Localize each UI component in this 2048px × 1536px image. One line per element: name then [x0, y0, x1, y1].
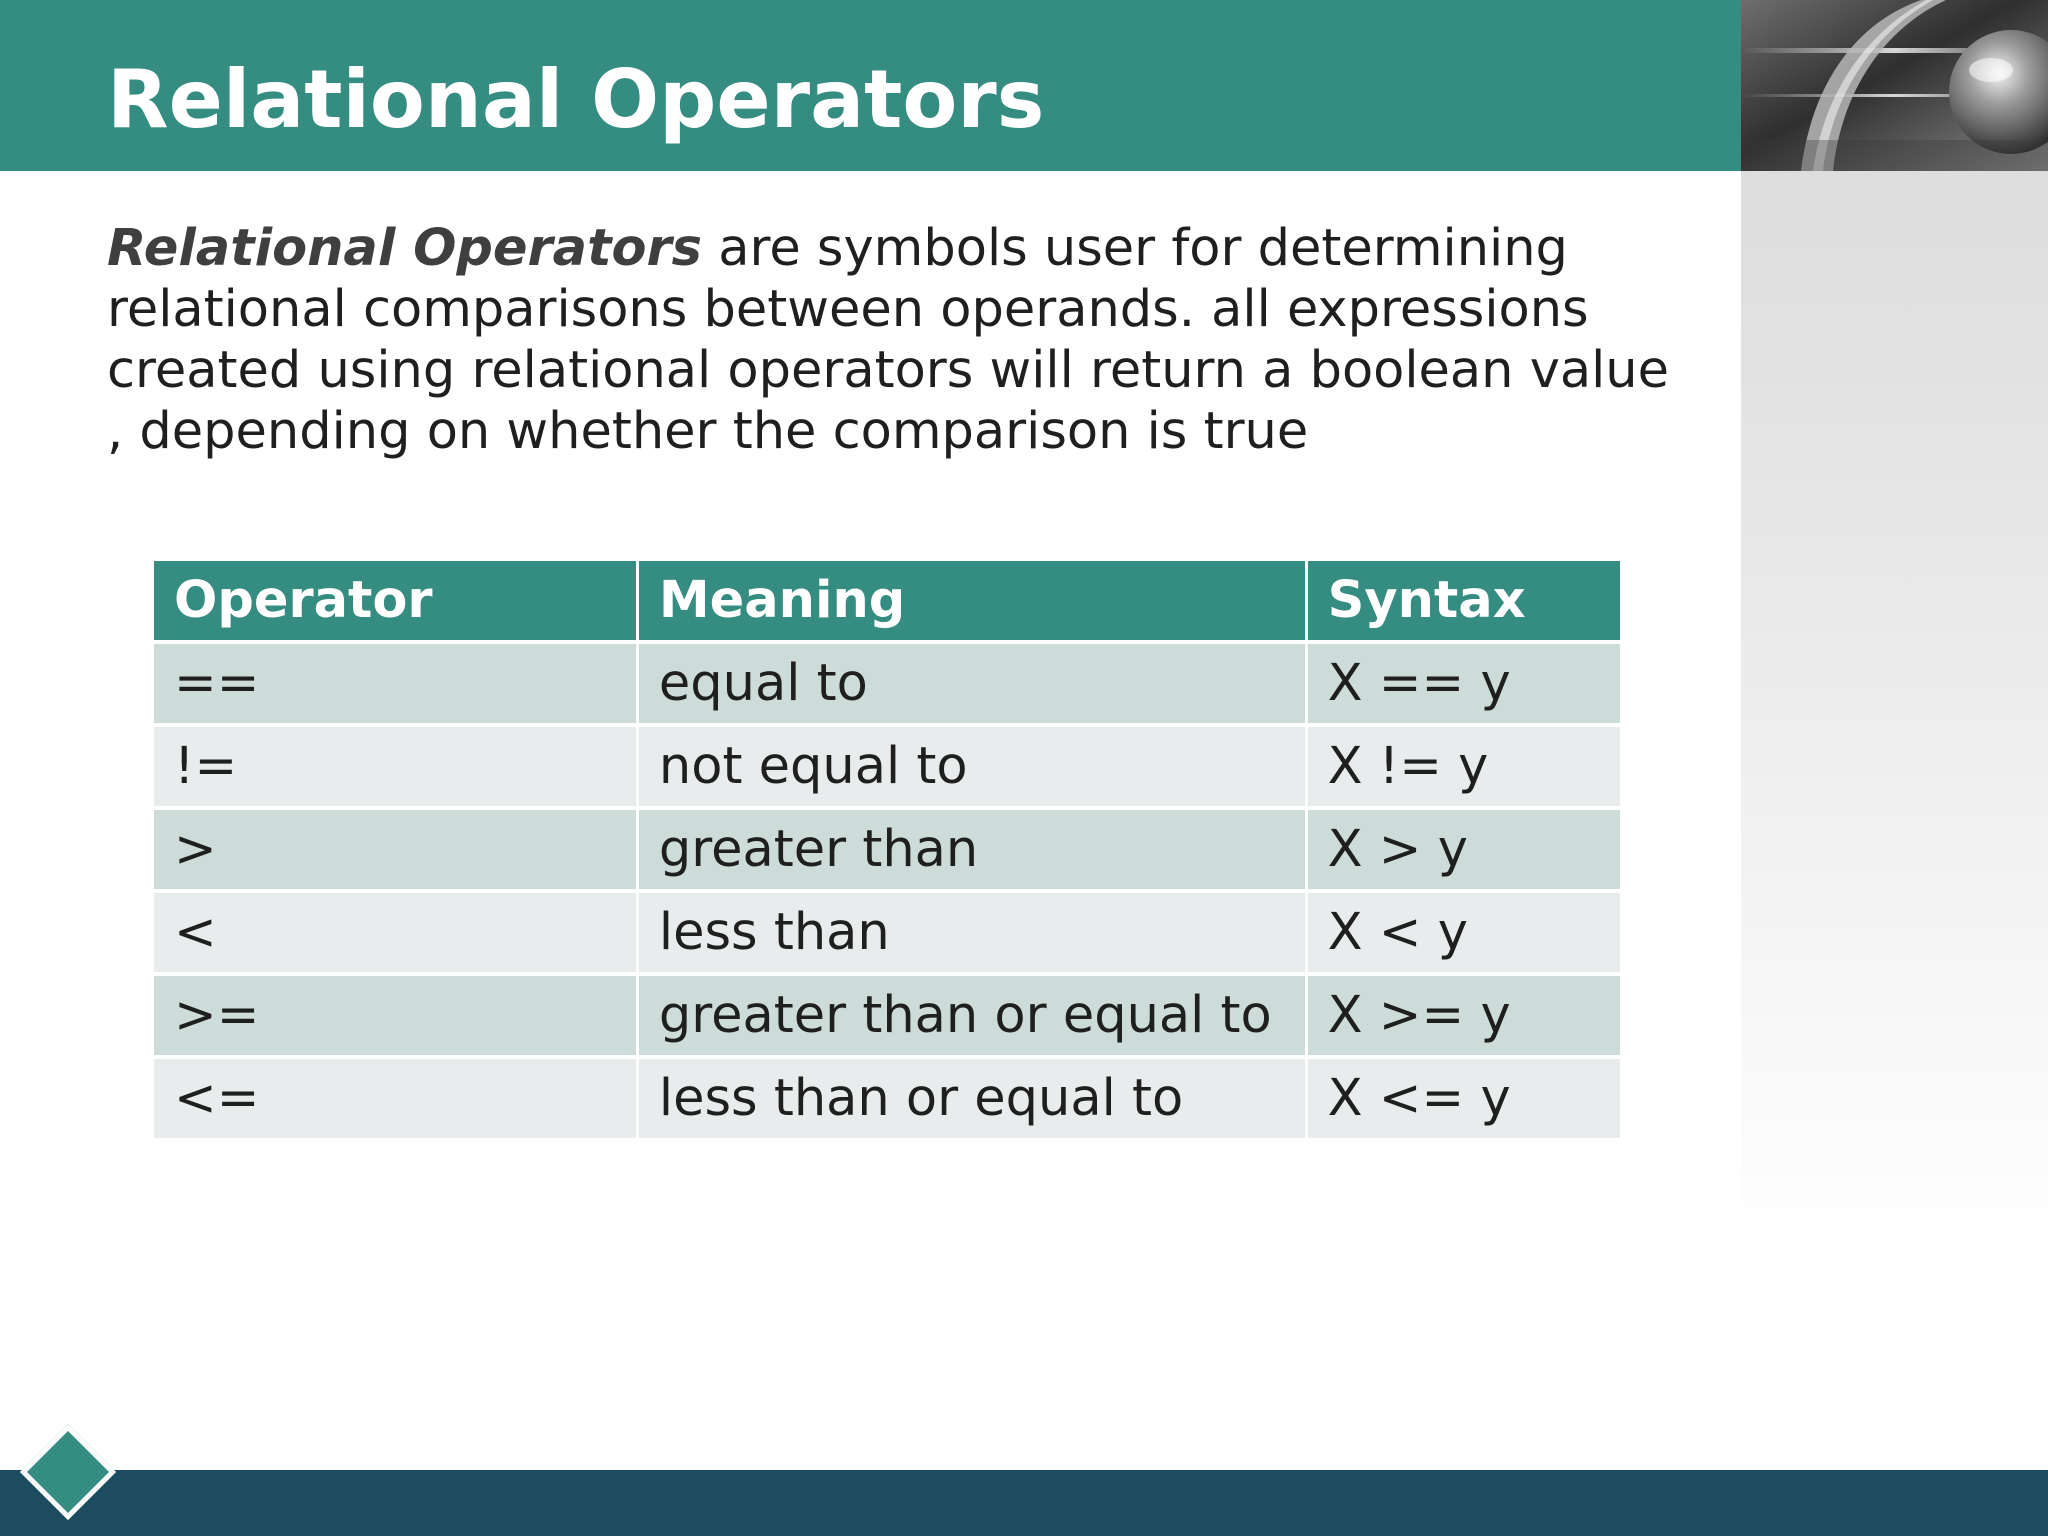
- cell-meaning: not equal to: [639, 727, 1308, 810]
- cell-operator: !=: [154, 727, 639, 810]
- cell-syntax: X > y: [1308, 810, 1620, 893]
- footer-band: [0, 1470, 2048, 1536]
- cell-meaning: less than or equal to: [639, 1059, 1308, 1138]
- metallic-sphere-image: [1741, 0, 2048, 171]
- header-syntax: Syntax: [1308, 561, 1620, 644]
- table-row: [154, 810, 1620, 893]
- cell-meaning: greater than or equal to: [639, 976, 1308, 1059]
- intro-text: are symbols user for determining relational comparisons between operands. all expressions created using relational operators will return a boolean value , depending on whether the comparison is true: [107, 219, 1669, 461]
- cell-operator: <=: [154, 1059, 639, 1138]
- cell-operator: ==: [154, 644, 639, 727]
- table-row: [154, 893, 1620, 976]
- right-decorative-panel: [1741, 0, 2048, 1470]
- cell-operator: >: [154, 810, 639, 893]
- cell-meaning: greater than: [639, 810, 1308, 893]
- operators-table: [154, 561, 1620, 1138]
- intro-term: Relational Operators: [107, 219, 703, 278]
- table-row: [154, 727, 1620, 810]
- table-row: [154, 644, 1620, 727]
- intro-paragraph: [107, 218, 1697, 462]
- cell-syntax: X == y: [1308, 644, 1620, 727]
- slide-title: Relational Operators: [107, 53, 1045, 146]
- cell-syntax: X != y: [1308, 727, 1620, 810]
- cell-meaning: less than: [639, 893, 1308, 976]
- header-operator: Operator: [154, 561, 639, 644]
- cell-operator: <: [154, 893, 639, 976]
- header-meaning: Meaning: [639, 561, 1308, 644]
- cell-meaning: equal to: [639, 644, 1308, 727]
- table-row: [154, 1059, 1620, 1138]
- cell-operator: >=: [154, 976, 639, 1059]
- table-header-row: [154, 561, 1620, 644]
- cell-syntax: X <= y: [1308, 1059, 1620, 1138]
- cell-syntax: X < y: [1308, 893, 1620, 976]
- title-band: [0, 0, 1741, 171]
- cell-syntax: X >= y: [1308, 976, 1620, 1059]
- table-row: [154, 976, 1620, 1059]
